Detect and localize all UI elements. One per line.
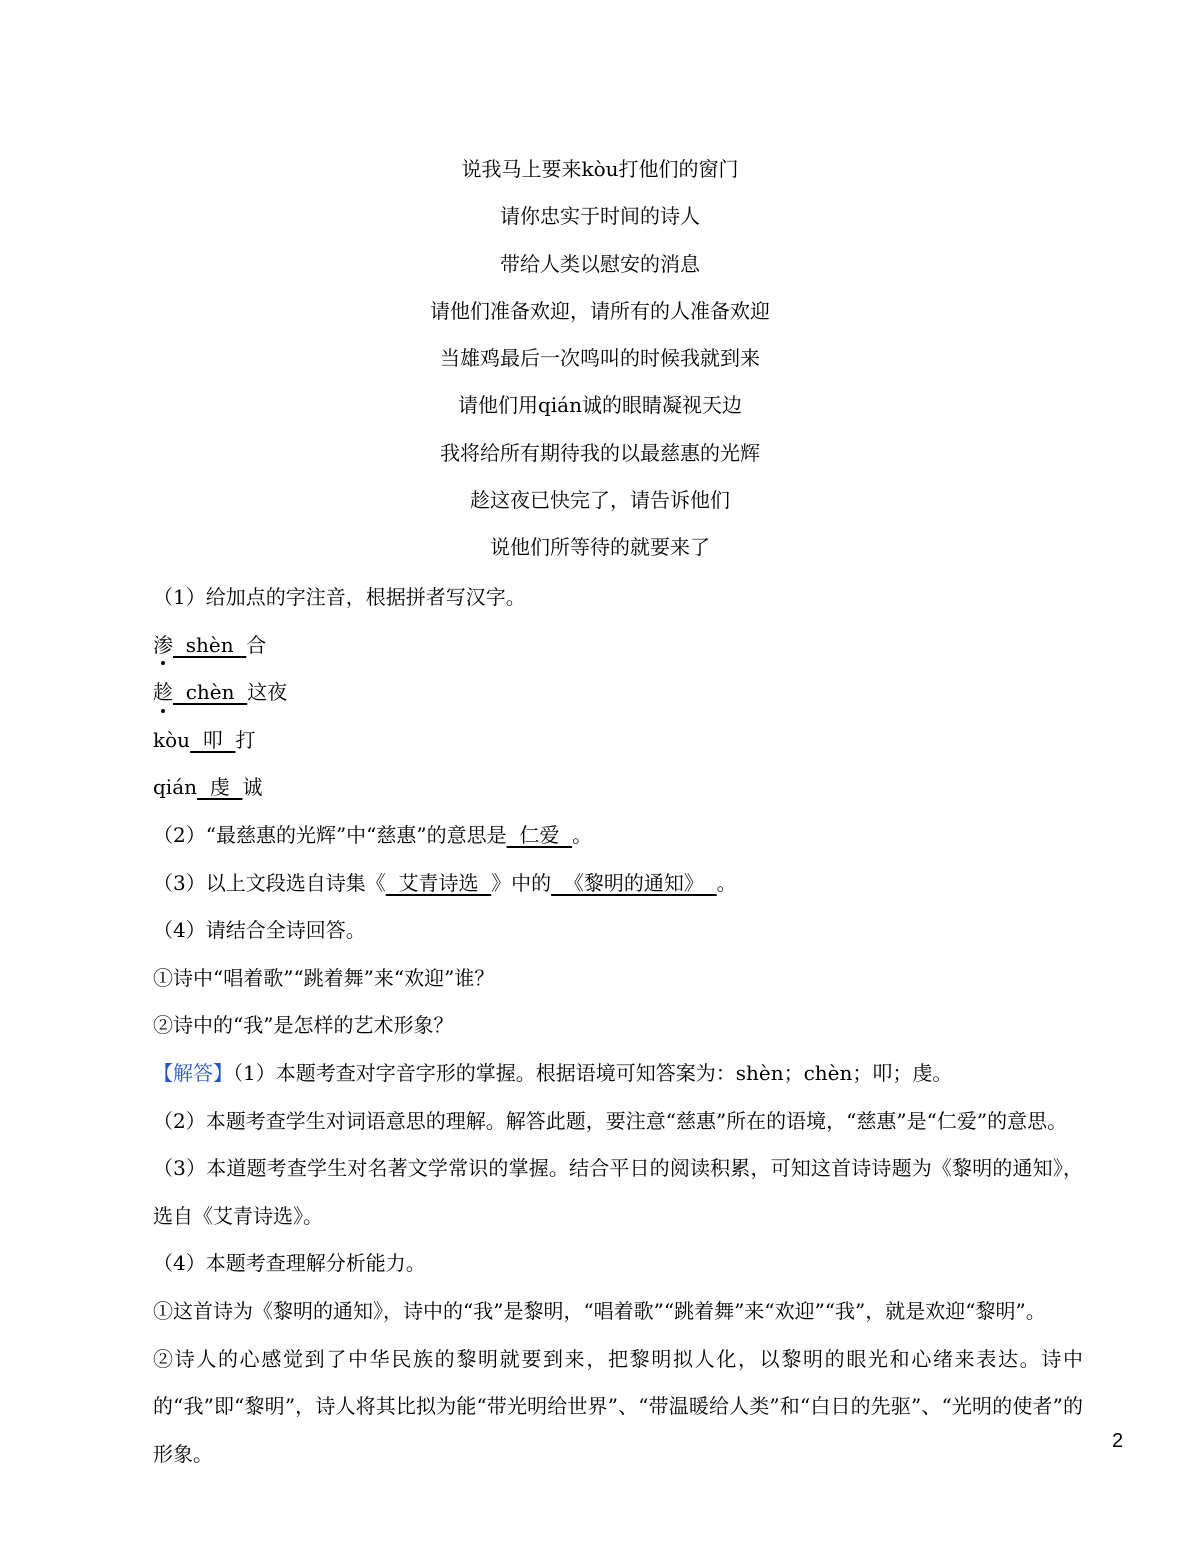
poem-line: 当雄鸡最后一次鸣叫的时候我就到来 bbox=[440, 346, 760, 371]
pinyin-item-suffix: 诚 bbox=[242, 775, 263, 800]
poem-line: 趁这夜已快完了，请告诉他们 bbox=[470, 488, 730, 513]
poem-line: 说他们所等待的就要来了 bbox=[490, 535, 710, 560]
question-2-text: （2）“最慈惠的光辉”中“慈惠”的意思是 bbox=[153, 822, 507, 847]
answer-blank: 虔 bbox=[197, 775, 243, 800]
question-3 bbox=[153, 860, 1083, 908]
answer-blank: 艾青诗选 bbox=[385, 870, 492, 895]
answer-4-part-1: ①这首诗为《黎明的通知》，诗中的“我”是黎明，“唱着歌”“跳着舞”来“欢迎”“我”，就是欢迎“黎明”。 bbox=[153, 1298, 1046, 1323]
question-1: （1）给加点的字注音，根据拼者写汉字。 bbox=[153, 585, 526, 609]
poem-line: 请他们准备欢迎，请所有的人准备欢迎 bbox=[430, 298, 770, 323]
question-2 bbox=[153, 812, 1083, 860]
pinyin-item bbox=[153, 622, 1083, 670]
poem-line: 说我马上要来kòu打他们的窗门 bbox=[461, 157, 739, 181]
poem-line: 请你忠实于时间的诗人 bbox=[500, 204, 700, 229]
page-number: 2 bbox=[1112, 1430, 1124, 1452]
question-3-end: 。 bbox=[716, 870, 737, 895]
poem-line: 请他们用qián诚的眼睛凝视天边 bbox=[457, 393, 742, 418]
answer-3: （3）本道题考查学生对名著文学常识的掌握。结合平日的阅读积累，可知这首诗诗题为《黎明的通知》，选自《艾青诗选》。 bbox=[153, 1156, 1083, 1228]
pinyin-prefix: kòu bbox=[153, 727, 191, 752]
answer-2: （2）本题考查学生对词语意思的理解。解答此题，要注意“慈惠”所在的语境，“慈惠”是“仁爱”的意思。 bbox=[153, 1108, 1068, 1133]
pinyin-item bbox=[153, 764, 1083, 812]
pinyin-item-suffix: 这夜 bbox=[247, 680, 288, 705]
answer-1 bbox=[153, 1050, 1083, 1098]
answer-blank: shèn bbox=[173, 632, 247, 657]
answer-4-part-2: ②诗人的心感觉到了中华民族的黎明就要到来，把黎明拟人化，以黎明的眼光和心绪来表达。诗中的“我”即“黎明”，诗人将其比拟为能“带光明给世界”、“带温暖给人类”和“白日的先驱”、“光明的使者”的形象。 bbox=[153, 1346, 1083, 1466]
answer-label: 【解答】 bbox=[153, 1060, 233, 1085]
pinyin-item bbox=[153, 669, 1083, 717]
poem-line: 带给人类以慰安的消息 bbox=[500, 251, 700, 276]
pinyin-item-suffix: 打 bbox=[235, 727, 256, 752]
question-4-part-2: ②诗中的“我”是怎样的艺术形象？ bbox=[153, 1013, 454, 1038]
questions-and-answers bbox=[153, 574, 1083, 1478]
answer-blank: chèn bbox=[173, 680, 248, 705]
question-4: （4）请结合全诗回答。 bbox=[153, 918, 366, 943]
question-4-part-1: ①诗中“唱着歌”“跳着舞”来“欢迎”谁？ bbox=[153, 965, 495, 990]
pinyin-prefix: qián bbox=[153, 775, 198, 800]
question-2-end: 。 bbox=[572, 822, 593, 847]
answer-blank: 仁爱 bbox=[506, 822, 573, 847]
poem-excerpt bbox=[0, 146, 1200, 572]
dotted-character: 趁 bbox=[153, 669, 173, 717]
answer-blank: 叩 bbox=[190, 727, 236, 752]
answer-1-text: （1）本题考查对字音字形的掌握。根据语境可知答案为：shèn；chèn；叩；虔。 bbox=[233, 1060, 953, 1085]
answer-4: （4）本题考查理解分析能力。 bbox=[153, 1251, 426, 1276]
dotted-character: 渗 bbox=[153, 622, 173, 670]
pinyin-item-suffix: 合 bbox=[246, 632, 267, 657]
poem-line: 我将给所有期待我的以最慈惠的光辉 bbox=[440, 440, 760, 465]
pinyin-item bbox=[153, 717, 1083, 765]
answer-blank: 《黎明的通知》 bbox=[551, 870, 717, 895]
question-3-middle: 》中的 bbox=[491, 870, 552, 895]
question-3-text: （3）以上文段选自诗集《 bbox=[153, 870, 386, 895]
